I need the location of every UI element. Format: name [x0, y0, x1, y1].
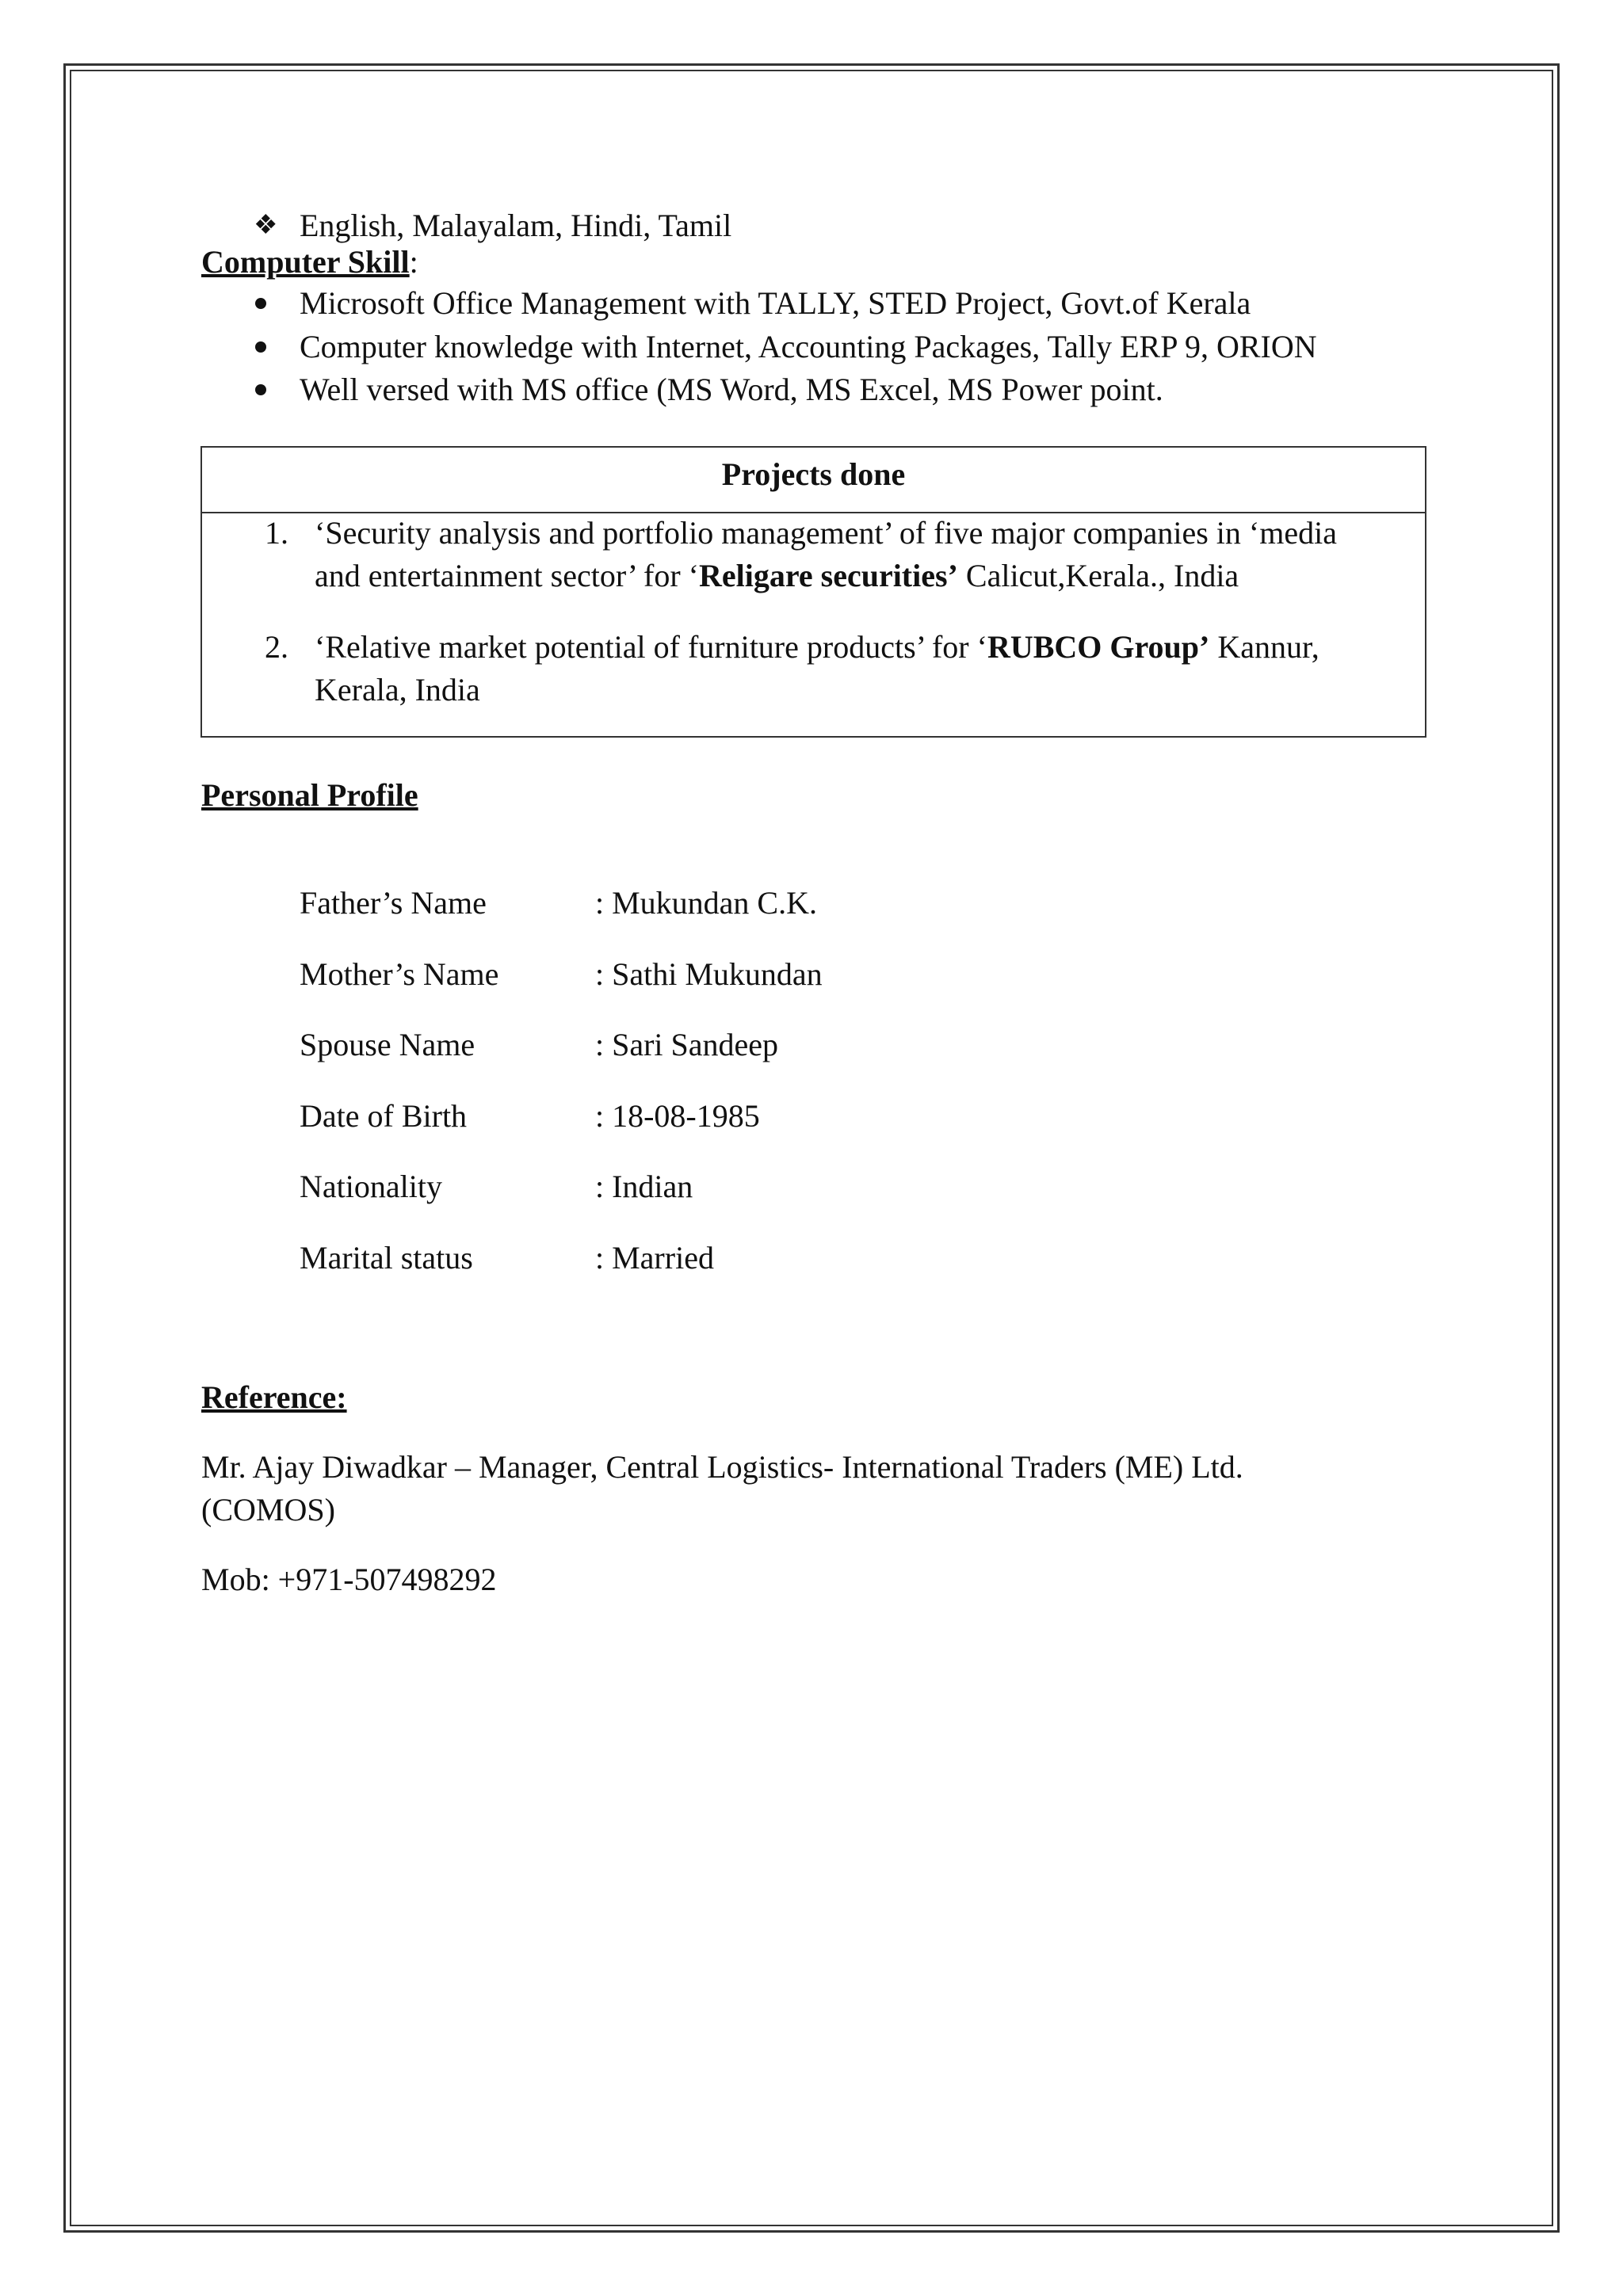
project-client-name: Religare securities’: [698, 558, 958, 593]
bullet-dot-icon: [255, 341, 266, 353]
profile-label: Nationality: [300, 1169, 442, 1204]
computer-skill-heading: Computer Skill: [201, 244, 410, 280]
computer-skill-item: Microsoft Office Management with TALLY, STED Project, Govt.of Kerala: [300, 285, 1251, 321]
diamond-bullet-icon: ❖: [254, 211, 278, 240]
project-line: [315, 555, 1239, 597]
reference-line: Mr. Ajay Diwadkar – Manager, Central Logistics- International Traders (ME) Ltd.: [201, 1449, 1243, 1485]
project-number: 1.: [265, 515, 288, 551]
profile-value: : Mukundan C.K.: [595, 885, 817, 921]
project-text: and entertainment sector’ for ‘: [315, 558, 699, 593]
profile-value: : Sathi Mukundan: [595, 956, 823, 992]
project-line: [315, 626, 1319, 669]
bullet-dot-icon: [255, 384, 266, 395]
projects-title: Projects done: [721, 456, 906, 492]
profile-label: Mother’s Name: [300, 956, 499, 992]
reference-line: (COMOS): [201, 1492, 335, 1527]
project-text: Kannur,: [1209, 629, 1319, 665]
profile-value: : Married: [595, 1240, 714, 1276]
profile-label: Father’s Name: [300, 885, 487, 921]
profile-value: : Sari Sandeep: [595, 1027, 779, 1062]
project-text: ‘Relative market potential of furniture products’ for ‘: [315, 629, 987, 665]
reference-mobile: Mob: +971-507498292: [201, 1562, 497, 1597]
profile-value: : Indian: [595, 1169, 693, 1204]
profile-label: Spouse Name: [300, 1027, 475, 1062]
project-number: 2.: [265, 629, 288, 665]
project-client-name: RUBCO Group’: [987, 629, 1210, 665]
project-line: Kerala, India: [315, 672, 480, 707]
computer-skill-heading-row: [201, 241, 418, 284]
computer-skill-item: Well versed with MS office (MS Word, MS Excel, MS Power point.: [300, 372, 1163, 407]
profile-label: Date of Birth: [300, 1098, 468, 1134]
languages-item: English, Malayalam, Hindi, Tamil: [300, 208, 732, 243]
reference-heading: Reference:: [201, 1379, 347, 1415]
project-text: Calicut,Kerala., India: [957, 558, 1239, 593]
computer-skill-item: Computer knowledge with Internet, Accounting Packages, Tally ERP 9, ORION: [300, 329, 1317, 364]
personal-profile-heading: Personal Profile: [201, 777, 418, 813]
profile-value: : 18-08-1985: [595, 1098, 760, 1134]
project-line: ‘Security analysis and portfolio management’ of five major companies in ‘media: [315, 515, 1337, 551]
profile-label: Marital status: [300, 1240, 473, 1276]
computer-skill-colon: :: [409, 244, 418, 280]
bullet-dot-icon: [255, 298, 266, 309]
